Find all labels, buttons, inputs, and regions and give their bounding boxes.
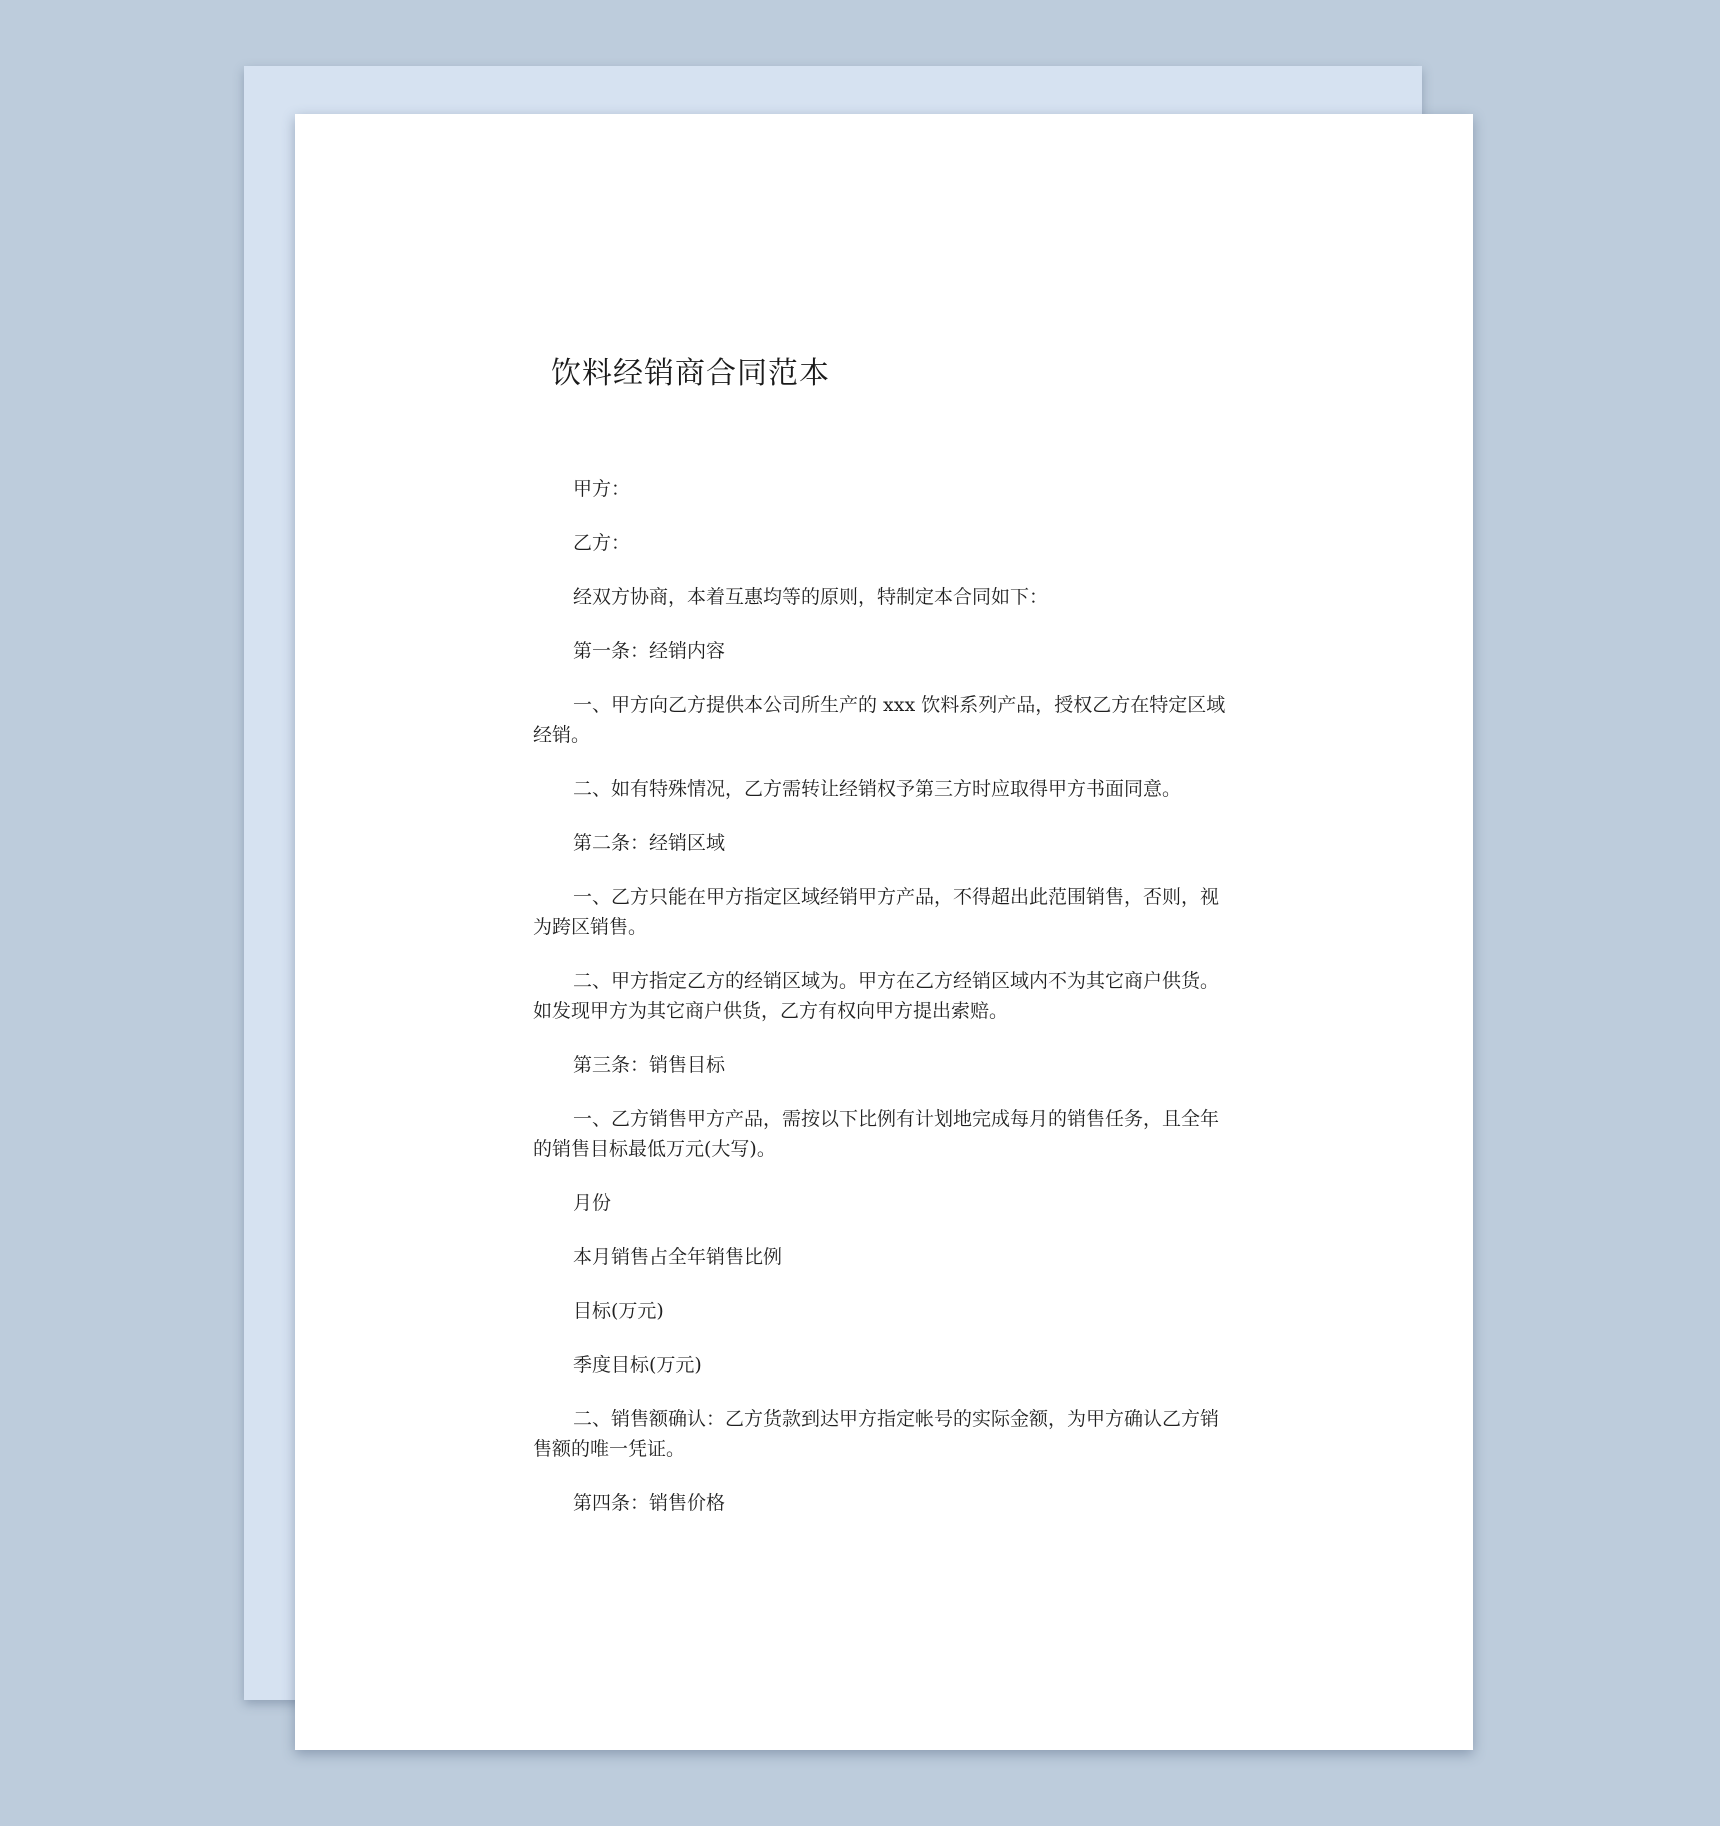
article-1-clause-1: 一、甲方向乙方提供本公司所生产的 xxx 饮料系列产品，授权乙方在特定区域经销。 bbox=[533, 694, 1226, 746]
article-2-clause-1: 一、乙方只能在甲方指定区域经销甲方产品，不得超出此范围销售，否则，视为跨区销售。 bbox=[533, 886, 1220, 938]
sales-table-ratio-label: 本月销售占全年销售比例 bbox=[573, 1246, 783, 1268]
party-b-line: 乙方： bbox=[573, 532, 631, 554]
preamble-paragraph: 经双方协商，本着互惠均等的原则，特制定本合同如下： bbox=[573, 586, 1049, 608]
sales-table-quarter-label: 季度目标(万元) bbox=[573, 1354, 702, 1376]
sales-table-target-label: 目标(万元) bbox=[573, 1300, 664, 1322]
party-a-line: 甲方： bbox=[573, 478, 631, 500]
article-2-heading: 第二条：经销区域 bbox=[573, 832, 726, 854]
document-title: 饮料经销商合同范本 bbox=[551, 356, 830, 391]
document-page bbox=[295, 114, 1473, 1750]
article-3-clause-2: 二、销售额确认：乙方货款到达甲方指定帐号的实际金额，为甲方确认乙方销售额的唯一凭证。 bbox=[533, 1408, 1220, 1460]
article-2-clause-2: 二、甲方指定乙方的经销区域为。甲方在乙方经销区域内不为其它商户供货。如发现甲方为其它商户供货，乙方有权向甲方提出索赔。 bbox=[533, 970, 1220, 1022]
article-1-clause-2: 二、如有特殊情况，乙方需转让经销权予第三方时应取得甲方书面同意。 bbox=[573, 778, 1182, 800]
article-3-clause-1: 一、乙方销售甲方产品，需按以下比例有计划地完成每月的销售任务，且全年的销售目标最低万元(大写)。 bbox=[533, 1108, 1220, 1160]
article-3-heading: 第三条：销售目标 bbox=[573, 1054, 726, 1076]
sales-table-month-label: 月份 bbox=[573, 1192, 612, 1214]
article-4-heading: 第四条：销售价格 bbox=[573, 1492, 726, 1514]
article-1-heading: 第一条：经销内容 bbox=[573, 640, 726, 662]
document-body bbox=[533, 474, 1235, 1542]
